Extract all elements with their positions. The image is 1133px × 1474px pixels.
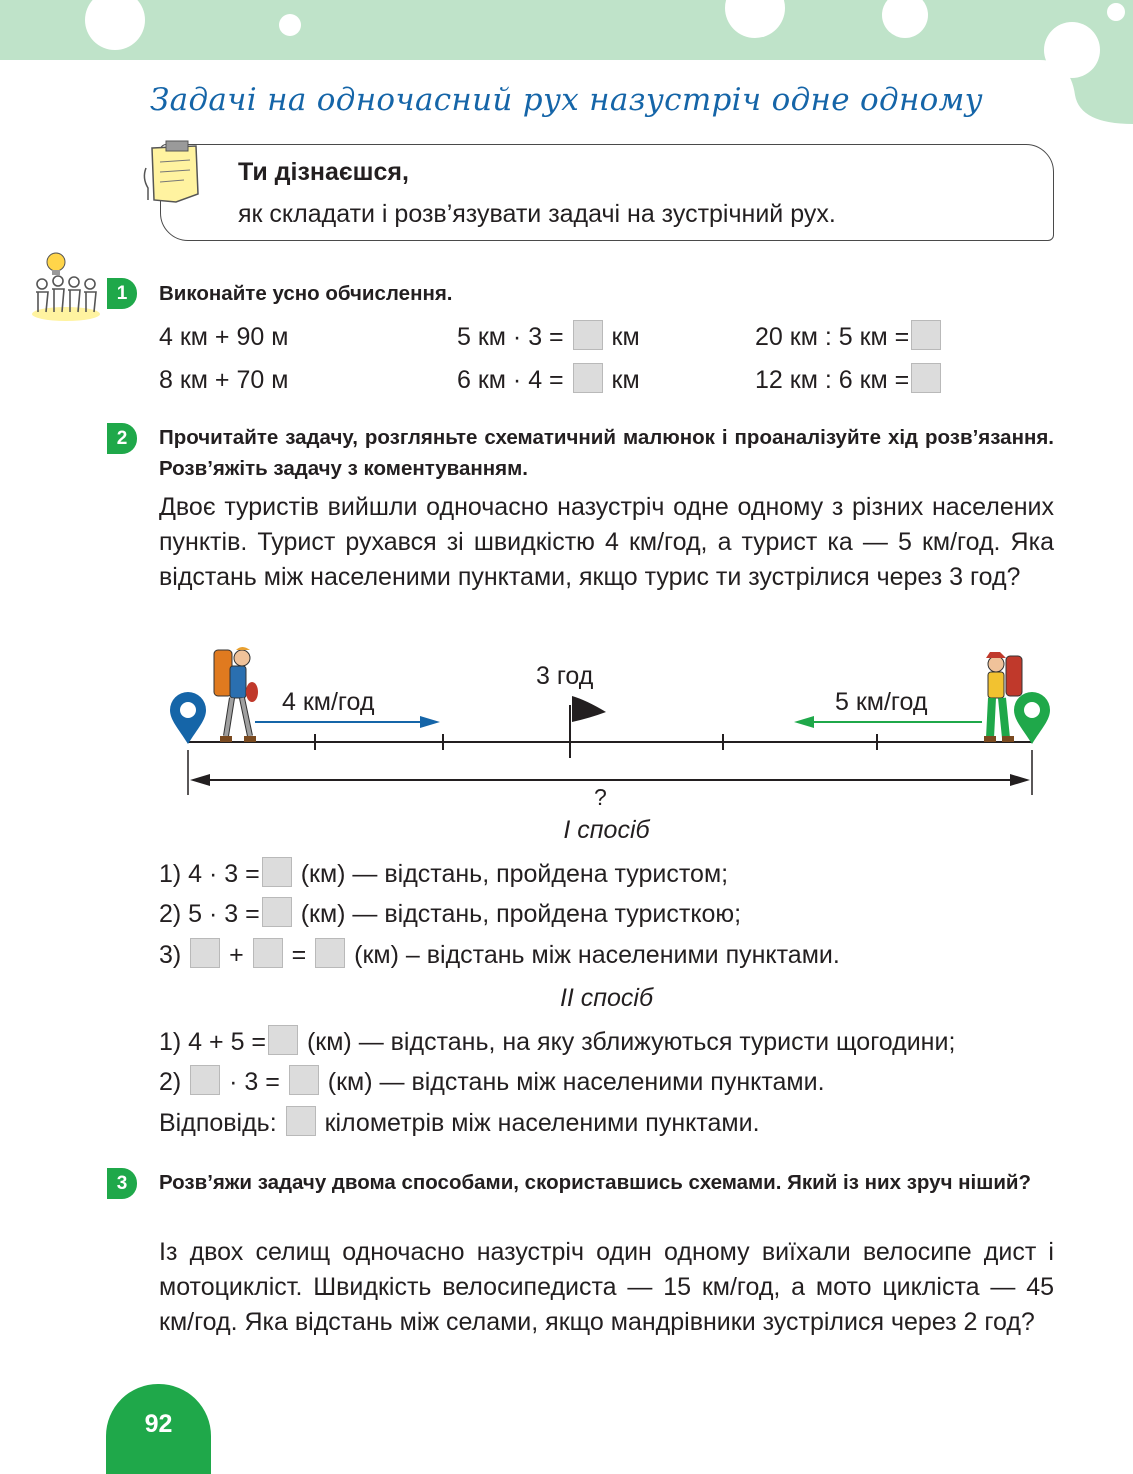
motion-diagram — [160, 640, 1060, 820]
calc-2-3: 12 км : 6 км = — [755, 363, 943, 398]
task1-heading: Виконайте усно обчислення. — [159, 282, 453, 305]
calc-2-1: 8 км + 70 м — [159, 366, 289, 394]
answer-box[interactable] — [573, 320, 603, 350]
answer-box[interactable] — [286, 1106, 316, 1136]
page-title: Задачі на одночасний рух назустріч одне одному — [150, 82, 983, 118]
method2-title: ІІ спосіб — [559, 984, 654, 1012]
answer-box[interactable] — [190, 938, 220, 968]
method2-step1: 1) 4 + 5 = (км) — відстань, на яку зближуються туристи щогодини; — [159, 1025, 955, 1060]
calc-2-2: 6 км · 4 = км — [457, 363, 640, 398]
speed-left-label: 4 км/год — [282, 688, 375, 716]
task3-heading: Розв’яжи задачу двома способами, скориставшись схемами. Який із них зруч ніший? — [159, 1171, 1032, 1194]
answer-line: Відповідь: кілометрів між населеними пунктами. — [159, 1106, 760, 1141]
location-pin-right-icon — [1014, 692, 1050, 744]
method1-step3: 3) + = (км) – відстань між населеними пунктами. — [159, 938, 840, 973]
answer-box[interactable] — [911, 363, 941, 393]
learn-text: як складати і розв’язувати задачі на зустрічний рух. — [238, 200, 836, 228]
speed-right-label: 5 км/год — [835, 688, 928, 716]
answer-box[interactable] — [573, 363, 603, 393]
time-label: 3 год — [536, 662, 594, 690]
answer-box[interactable] — [911, 320, 941, 350]
task-number-1: 1 — [107, 278, 137, 309]
answer-box[interactable] — [315, 938, 345, 968]
location-pin-left-icon — [170, 692, 206, 744]
calc-1-2: 5 км · 3 = км — [457, 320, 640, 355]
task3-problem: Із двох селищ одночасно назустріч один одному виїхали велосипе дист і мотоцикліст. Швидкість велосипедиста — 15 км/год, а мото цикліста — 45 км/год. Яка відстань між селами, якщо мандрівники зустрілися через 2 год? — [159, 1238, 1054, 1336]
learn-heading: Ти дізнаєшся, — [238, 158, 409, 186]
method1-step2: 2) 5 · 3 = (км) — відстань, пройдена туристкою; — [159, 897, 741, 932]
answer-box[interactable] — [190, 1065, 220, 1095]
method2-step2: 2) · 3 = (км) — відстань між населеними пунктами. — [159, 1065, 825, 1100]
answer-box[interactable] — [289, 1065, 319, 1095]
task-number-3: 3 — [107, 1168, 137, 1199]
method1-title: І спосіб — [563, 816, 650, 844]
method1-step1: 1) 4 · 3 = (км) — відстань, пройдена туристом; — [159, 857, 728, 892]
hiker-man-icon — [214, 647, 258, 742]
answer-box[interactable] — [268, 1025, 298, 1055]
note-icon — [140, 138, 202, 208]
answer-box[interactable] — [262, 897, 292, 927]
hiker-woman-icon — [984, 652, 1022, 742]
task2-heading: Прочитайте задачу, розгляньте схематичний малюнок і проаналізуйте хід розв’язання. Розв’яжіть задачу з коментуванням. — [159, 426, 1054, 480]
idea-people-icon — [28, 248, 104, 322]
answer-box[interactable] — [262, 857, 292, 887]
answer-box[interactable] — [253, 938, 283, 968]
calc-1-1: 4 км + 90 м — [159, 323, 289, 351]
flag-icon — [572, 696, 606, 722]
calc-1-3: 20 км : 5 км = — [755, 320, 943, 355]
distance-question-label: ? — [594, 784, 607, 810]
page-number: 92 — [106, 1384, 211, 1474]
task-number-2: 2 — [107, 423, 137, 454]
task2-problem: Двоє туристів вийшли одночасно назустріч одне одному з різних населених пунктів. Турист рухався зі швидкістю 4 км/год, а турист ка — 5 км/год. Яка відстань між населеними пунктами, якщо турис ти зустрілися через 3 год? — [159, 493, 1054, 591]
